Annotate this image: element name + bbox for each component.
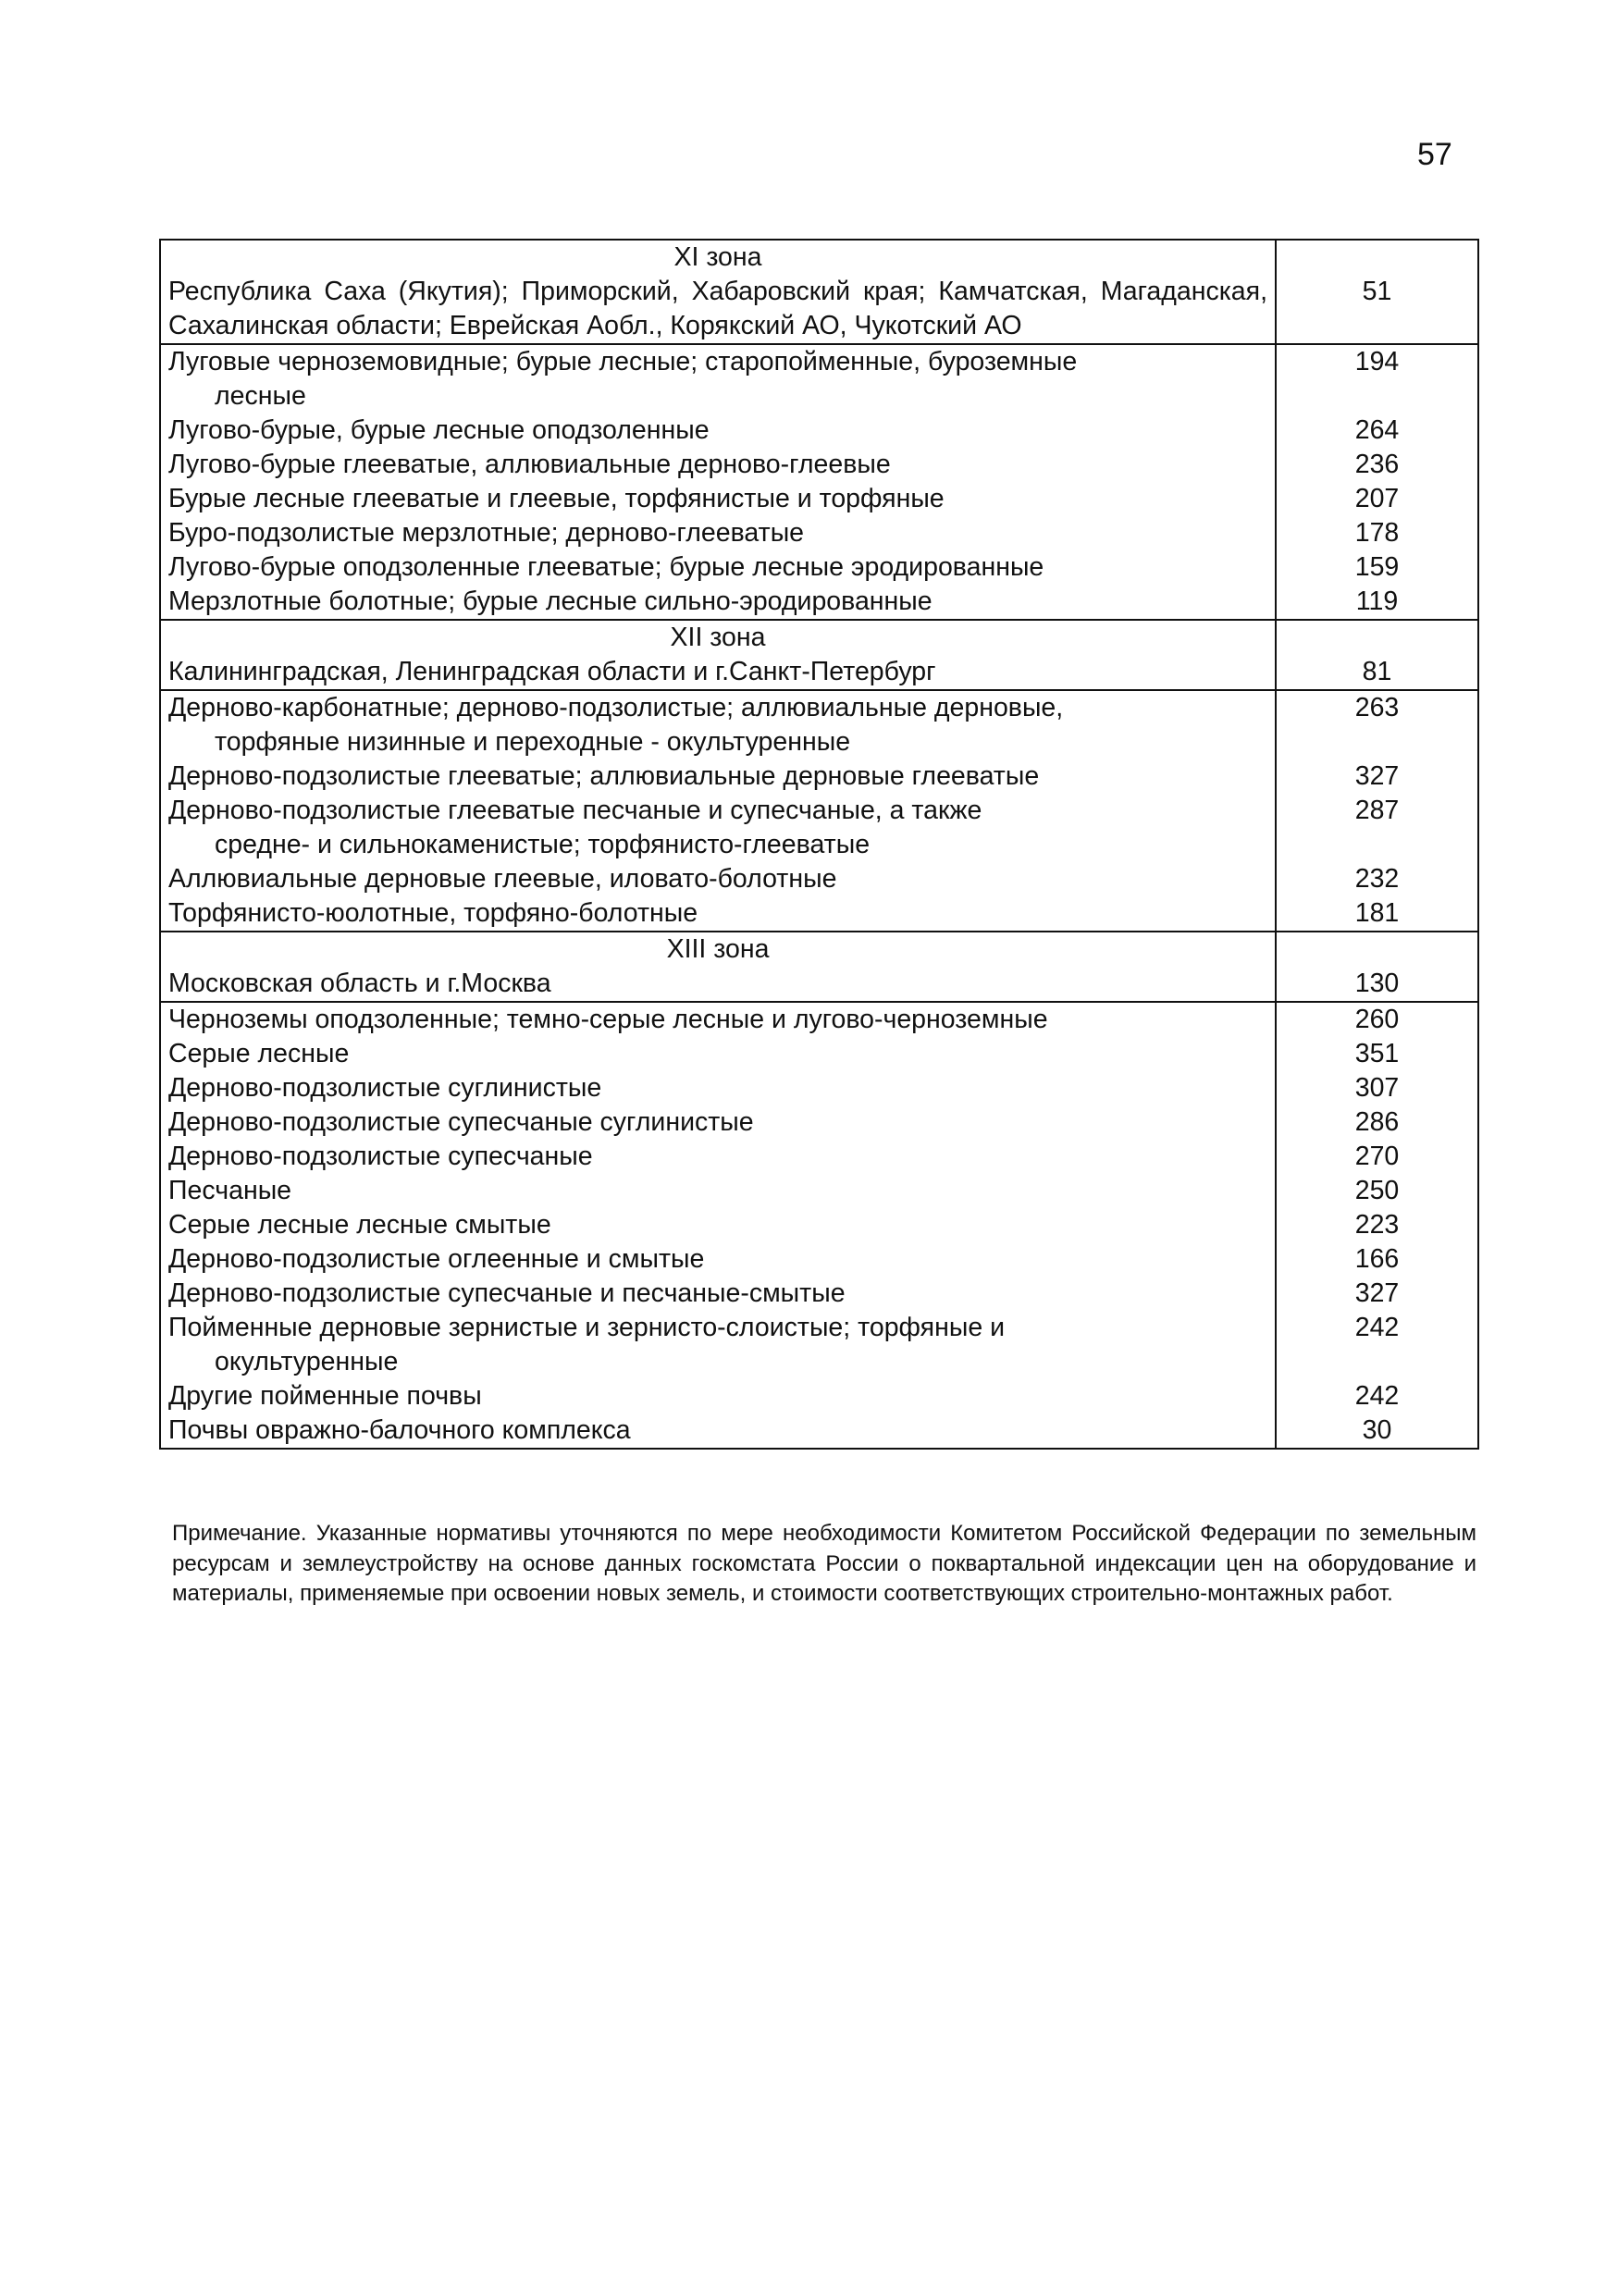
soil-name: Дерново-подзолистые суглинистые xyxy=(168,1073,602,1103)
zone-value-cell xyxy=(1276,620,1478,690)
zone-value-cell xyxy=(1276,932,1478,1002)
soil-name: Почвы овражно-балочного комплекса xyxy=(168,1415,631,1445)
zone-value-cell xyxy=(1276,240,1478,344)
soil-value: 207 xyxy=(1354,484,1400,513)
zone-header-row xyxy=(160,620,1478,690)
soil-names-cell xyxy=(160,344,1276,620)
soil-names-cell xyxy=(160,1002,1276,1449)
soil-name: Лугово-бурые, бурые лесные оподзоленные xyxy=(168,415,710,445)
soil-name-continued: лесные xyxy=(215,381,306,411)
soil-value: 232 xyxy=(1354,864,1400,894)
soil-name: Аллювиальные дерновые глеевые, иловато-болотные xyxy=(168,864,837,894)
zone-region-value: 130 xyxy=(1354,969,1400,998)
zone-title: XII зона xyxy=(670,623,766,652)
soil-value: 30 xyxy=(1362,1415,1392,1445)
soil-name: Дерново-подзолистые супесчаные xyxy=(168,1142,593,1171)
soil-name-continued: окультуренные xyxy=(215,1347,399,1376)
soil-name: Дерново-подзолистые супесчаные и песчаные-смытые xyxy=(168,1278,846,1308)
soil-value: 242 xyxy=(1354,1381,1400,1411)
soil-value: 286 xyxy=(1354,1107,1400,1137)
zone-cell xyxy=(160,932,1276,1002)
soil-name: Луговые черноземовидные; бурые лесные; старопойменные, буроземные xyxy=(168,347,1078,376)
soil-value: 264 xyxy=(1354,415,1400,445)
soil-name: Дерново-подзолистые глееватые песчаные и супесчаные, а также xyxy=(168,796,982,825)
zone-region: Калининградская, Ленинградская области и г.Санкт-Петербург xyxy=(168,657,936,686)
soil-group-row xyxy=(160,344,1478,620)
zone-title: XIII зона xyxy=(666,934,770,964)
soil-name: Лугово-бурые оподзоленные глееватые; бурые лесные эродированные xyxy=(168,552,1044,582)
soil-name: Дерново-подзолистые супесчаные суглинистые xyxy=(168,1107,754,1137)
soil-value: 159 xyxy=(1354,552,1400,582)
soil-name: Дерново-подзолистые глееватые; аллювиальные дерновые глееватые xyxy=(168,761,1040,791)
page-number: 57 xyxy=(1417,137,1452,172)
soil-name-continued: средне- и сильнокаменистые; торфянисто-глееватые xyxy=(215,830,871,859)
soil-value: 178 xyxy=(1354,518,1400,548)
zone-region: Московская область и г.Москва xyxy=(168,969,551,998)
soil-name: Буро-подзолистые мерзлотные; дерново-глееватые xyxy=(168,518,805,548)
soil-name: Дерново-карбонатные; дерново-подзолистые; аллювиальные дерновые, xyxy=(168,693,1064,722)
soil-value: 263 xyxy=(1354,693,1400,722)
soil-name: Серые лесные xyxy=(168,1039,350,1068)
soil-name: Бурые лесные глееватые и глеевые, торфянистые и торфяные xyxy=(168,484,945,513)
zone-region-value: 51 xyxy=(1362,277,1392,306)
zone-header-row xyxy=(160,240,1478,344)
soil-value: 327 xyxy=(1354,1278,1400,1308)
soil-name: Лугово-бурые глееватые, аллювиальные дерново-глеевые xyxy=(168,450,891,479)
soil-value: 270 xyxy=(1354,1142,1400,1171)
soil-value: 194 xyxy=(1354,347,1400,376)
soil-name: Дерново-подзолистые оглеенные и смытые xyxy=(168,1244,705,1274)
soil-value: 223 xyxy=(1354,1210,1400,1240)
soil-name: Торфянисто-юолотные, торфяно-болотные xyxy=(168,898,698,928)
soil-value: 242 xyxy=(1354,1313,1400,1342)
soil-value: 307 xyxy=(1354,1073,1400,1103)
soil-name: Серые лесные лесные смытые xyxy=(168,1210,551,1240)
soil-name-continued: торфяные низинные и переходные - окультуренные xyxy=(215,727,851,757)
soil-names-cell xyxy=(160,690,1276,932)
soil-name: Песчаные xyxy=(168,1176,292,1205)
zone-title: XI зона xyxy=(673,242,762,272)
zone-cell xyxy=(160,240,1276,344)
soil-value: 236 xyxy=(1354,450,1400,479)
soil-group-row xyxy=(160,1002,1478,1449)
norms-table xyxy=(159,239,1479,1450)
soil-value: 119 xyxy=(1355,586,1399,616)
soil-value: 327 xyxy=(1354,761,1400,791)
zone-cell xyxy=(160,620,1276,690)
soil-value: 260 xyxy=(1354,1005,1400,1034)
soil-values-cell xyxy=(1276,1002,1478,1449)
zone-region: Республика Саха (Якутия); Приморский, Хабаровский края; Камчатская, Магаданская, Сахалинская области; Еврейская Аобл., Корякский АО, Чукотский АО xyxy=(168,277,1267,340)
soil-value: 181 xyxy=(1354,898,1400,928)
soil-value: 287 xyxy=(1354,796,1400,825)
soil-value: 351 xyxy=(1354,1039,1400,1068)
soil-name: Мерзлотные болотные; бурые лесные сильно-эродированные xyxy=(168,586,933,616)
soil-values-cell xyxy=(1276,690,1478,932)
soil-name: Пойменные дерновые зернистые и зернисто-слоистые; торфяные и xyxy=(168,1313,1006,1342)
soil-value: 250 xyxy=(1354,1176,1400,1205)
zone-region-value: 81 xyxy=(1362,657,1392,686)
soil-group-row xyxy=(160,690,1478,932)
soil-value: 166 xyxy=(1354,1244,1400,1274)
soil-name: Другие пойменные почвы xyxy=(168,1381,482,1411)
soil-name: Черноземы оподзоленные; темно-серые лесные и лугово-черноземные xyxy=(168,1005,1048,1034)
zone-header-row xyxy=(160,932,1478,1002)
soil-values-cell xyxy=(1276,344,1478,620)
note: Примечание. Указанные нормативы уточняются по мере необходимости Комитетом Российской Федерации по земельным ресурсам и землеустройству на основе данных госкомстата России о поквартальной индексации цен на оборудование и материалы, применяемые при освоении новых земель, и стоимости соответствующих строительно-монтажных работ. xyxy=(172,1521,1476,1606)
